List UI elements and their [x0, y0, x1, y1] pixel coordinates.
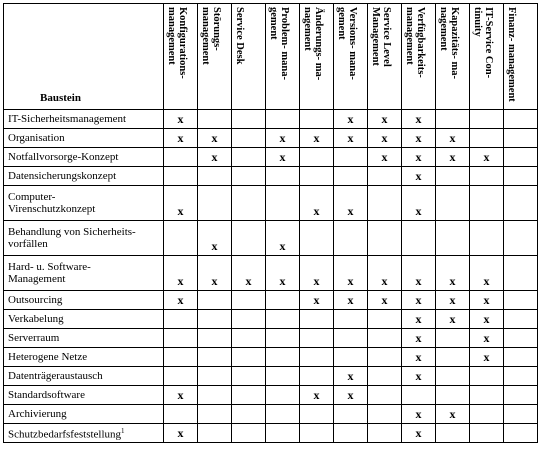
- matrix-cell: x: [198, 148, 232, 167]
- matrix-cell: x: [436, 148, 470, 167]
- matrix-cell: x: [334, 291, 368, 310]
- matrix-cell: [198, 424, 232, 443]
- matrix-cell: x: [164, 256, 198, 291]
- matrix-cell: x: [368, 110, 402, 129]
- matrix-cell: x: [368, 291, 402, 310]
- matrix-cell: [232, 186, 266, 221]
- baustein-label: Verkabelung: [8, 313, 64, 325]
- baustein-name: [4, 405, 164, 424]
- matrix-cell: [368, 424, 402, 443]
- column-header-label: Versions- mana- gement: [336, 7, 358, 80]
- matrix-cell: x: [334, 256, 368, 291]
- matrix-cell: [232, 129, 266, 148]
- matrix-cell: x: [470, 348, 504, 367]
- matrix-cell: x: [368, 129, 402, 148]
- matrix-cell: [300, 424, 334, 443]
- header-row: [4, 4, 538, 110]
- baustein-name: [4, 167, 164, 186]
- baustein-header: Baustein: [4, 4, 164, 110]
- matrix-cell: x: [402, 405, 436, 424]
- column-header-service-desk: [232, 4, 266, 110]
- matrix-cell: [164, 348, 198, 367]
- matrix-cell: x: [470, 256, 504, 291]
- table-row: [4, 148, 538, 167]
- matrix-cell: x: [164, 129, 198, 148]
- matrix-cell: [334, 310, 368, 329]
- baustein-label: Schutzbedarfsfeststellung: [8, 428, 122, 441]
- matrix-cell: [470, 386, 504, 405]
- matrix-cell: x: [402, 348, 436, 367]
- matrix-cell: [198, 348, 232, 367]
- matrix-cell: [436, 110, 470, 129]
- matrix-cell: x: [470, 310, 504, 329]
- matrix-cell: x: [436, 405, 470, 424]
- matrix-cell: [300, 348, 334, 367]
- matrix-cell: x: [266, 129, 300, 148]
- matrix-cell: [470, 405, 504, 424]
- matrix-cell: [470, 367, 504, 386]
- matrix-cell: x: [436, 256, 470, 291]
- baustein-name: [4, 291, 164, 310]
- baustein-name: [4, 110, 164, 129]
- table-row: [4, 367, 538, 386]
- matrix-cell: [334, 221, 368, 256]
- matrix-cell: [436, 348, 470, 367]
- matrix-cell: [334, 348, 368, 367]
- matrix-cell: [368, 167, 402, 186]
- table-row: [4, 167, 538, 186]
- matrix-cell: x: [334, 186, 368, 221]
- matrix-cell: x: [402, 110, 436, 129]
- matrix-cell: x: [198, 221, 232, 256]
- matrix-cell: [504, 110, 538, 129]
- matrix-cell: [266, 186, 300, 221]
- footnote-marker: 1: [121, 427, 125, 436]
- matrix-cell: x: [164, 424, 198, 443]
- matrix-cell: x: [436, 291, 470, 310]
- matrix-cell: [368, 221, 402, 256]
- matrix-cell: [334, 329, 368, 348]
- column-header-label: Kapazitäts- ma- nagement: [438, 7, 460, 80]
- baustein-name: [4, 348, 164, 367]
- matrix-cell: x: [300, 386, 334, 405]
- column-header-stoerungsmanagement: [198, 4, 232, 110]
- matrix-cell: [232, 110, 266, 129]
- matrix-cell: [334, 167, 368, 186]
- matrix-cell: x: [164, 291, 198, 310]
- matrix-cell: x: [402, 329, 436, 348]
- matrix-cell: x: [402, 256, 436, 291]
- table-row: [4, 291, 538, 310]
- matrix-cell: [198, 110, 232, 129]
- baustein-name: [4, 310, 164, 329]
- baustein-label: Computer- Virenschutzkonzept: [8, 191, 96, 215]
- matrix-cell: [300, 110, 334, 129]
- table-row: [4, 348, 538, 367]
- baustein-label: Archivierung: [8, 408, 67, 420]
- matrix-cell: [300, 221, 334, 256]
- matrix-cell: x: [232, 256, 266, 291]
- baustein-label: Organisation: [8, 132, 65, 144]
- matrix-cell: [504, 167, 538, 186]
- baustein-name: [4, 129, 164, 148]
- matrix-cell: [232, 148, 266, 167]
- matrix-cell: [470, 110, 504, 129]
- matrix-cell: [368, 348, 402, 367]
- matrix-cell: [232, 221, 266, 256]
- column-header-label: Service Level Management: [370, 7, 392, 67]
- matrix-cell: [164, 310, 198, 329]
- matrix-cell: [504, 348, 538, 367]
- matrix-cell: [334, 405, 368, 424]
- matrix-cell: [436, 424, 470, 443]
- table-row: [4, 110, 538, 129]
- matrix-cell: [164, 167, 198, 186]
- matrix-cell: [198, 291, 232, 310]
- matrix-cell: [266, 310, 300, 329]
- baustein-label: Standardsoftware: [8, 389, 85, 401]
- matrix-cell: [164, 367, 198, 386]
- table-row: [4, 221, 538, 256]
- matrix-cell: [232, 310, 266, 329]
- table-row: [4, 386, 538, 405]
- baustein-label: IT-Sicherheitsmanagement: [8, 113, 127, 125]
- column-header-label: Finanz- management: [506, 7, 517, 102]
- matrix-cell: [198, 310, 232, 329]
- matrix-cell: [266, 386, 300, 405]
- matrix-cell: [266, 291, 300, 310]
- matrix-cell: [164, 405, 198, 424]
- column-header-konfigurationsmanagement: [164, 4, 198, 110]
- matrix-cell: [232, 291, 266, 310]
- table-row: [4, 256, 538, 291]
- matrix-cell: [436, 167, 470, 186]
- matrix-cell: [300, 310, 334, 329]
- matrix-cell: [232, 405, 266, 424]
- matrix-cell: [232, 367, 266, 386]
- column-header-label: Konfigurations- management: [166, 7, 188, 79]
- matrix-cell: x: [266, 221, 300, 256]
- matrix-cell: [368, 386, 402, 405]
- baustein-label: Notfallvorsorge-Konzept: [8, 151, 119, 163]
- baustein-name: [4, 148, 164, 167]
- matrix-cell: [232, 329, 266, 348]
- matrix-cell: x: [368, 256, 402, 291]
- table-row: [4, 129, 538, 148]
- table-row: [4, 405, 538, 424]
- matrix-cell: [300, 367, 334, 386]
- matrix-cell: x: [300, 129, 334, 148]
- column-header-label: Problem- mana- gement: [268, 7, 290, 81]
- baustein-label: Serverraum: [8, 332, 60, 344]
- matrix-cell: [266, 110, 300, 129]
- matrix-cell: [266, 367, 300, 386]
- matrix-cell: x: [198, 129, 232, 148]
- matrix-cell: [198, 367, 232, 386]
- matrix-cell: [470, 186, 504, 221]
- matrix-cell: x: [436, 310, 470, 329]
- column-header-finanzmanagement: [504, 4, 538, 110]
- table-row: [4, 186, 538, 221]
- baustein-name: [4, 386, 164, 405]
- matrix-cell: [198, 405, 232, 424]
- column-header-label: Verfügbarkeits- management: [404, 7, 426, 78]
- column-header-kapazitaetsmanagement: [436, 4, 470, 110]
- matrix-cell: [232, 386, 266, 405]
- matrix-cell: [300, 148, 334, 167]
- matrix-cell: [402, 221, 436, 256]
- matrix-cell: [504, 291, 538, 310]
- baustein-label: Datensicherungskonzept: [8, 170, 117, 182]
- column-header-label: Störungs- management: [200, 7, 222, 65]
- column-header-service-level-management: [368, 4, 402, 110]
- column-header-aenderungsmanagement: [300, 4, 334, 110]
- matrix-cell: [300, 405, 334, 424]
- matrix-cell: x: [334, 386, 368, 405]
- table-row: [4, 310, 538, 329]
- matrix-cell: [436, 221, 470, 256]
- matrix-cell: [266, 167, 300, 186]
- matrix-cell: [232, 348, 266, 367]
- table-row: [4, 329, 538, 348]
- matrix-cell: x: [402, 291, 436, 310]
- matrix-cell: x: [402, 424, 436, 443]
- matrix-cell: [368, 367, 402, 386]
- table-row: [4, 424, 538, 443]
- matrix-cell: [368, 405, 402, 424]
- matrix-cell: x: [402, 310, 436, 329]
- matrix-cell: [470, 424, 504, 443]
- matrix-cell: [368, 310, 402, 329]
- matrix-cell: [164, 329, 198, 348]
- matrix-cell: x: [402, 186, 436, 221]
- matrix-cell: [266, 405, 300, 424]
- baustein-process-matrix: [3, 3, 538, 443]
- matrix-cell: x: [164, 110, 198, 129]
- matrix-cell: x: [470, 148, 504, 167]
- matrix-cell: [504, 186, 538, 221]
- column-header-label: Service Desk: [234, 7, 245, 65]
- matrix-cell: x: [266, 256, 300, 291]
- matrix-cell: [504, 310, 538, 329]
- matrix-cell: x: [436, 129, 470, 148]
- baustein-name: [4, 221, 164, 256]
- matrix-cell: [504, 424, 538, 443]
- matrix-cell: [436, 186, 470, 221]
- column-header-it-service-continuity: [470, 4, 504, 110]
- matrix-cell: [470, 129, 504, 148]
- baustein-name: [4, 186, 164, 221]
- matrix-cell: [334, 424, 368, 443]
- matrix-cell: x: [470, 329, 504, 348]
- matrix-cell: [368, 329, 402, 348]
- matrix-cell: x: [334, 110, 368, 129]
- matrix-cell: [504, 221, 538, 256]
- matrix-cell: [504, 129, 538, 148]
- matrix-cell: [266, 424, 300, 443]
- matrix-cell: [504, 405, 538, 424]
- matrix-cell: [504, 386, 538, 405]
- matrix-cell: [504, 329, 538, 348]
- matrix-cell: x: [368, 148, 402, 167]
- matrix-cell: x: [300, 291, 334, 310]
- matrix-cell: [198, 186, 232, 221]
- matrix-cell: [436, 386, 470, 405]
- matrix-cell: [232, 167, 266, 186]
- column-header-versionsmanagement: [334, 4, 368, 110]
- matrix-cell: x: [402, 129, 436, 148]
- matrix-cell: [504, 148, 538, 167]
- matrix-cell: x: [164, 186, 198, 221]
- matrix-cell: [198, 167, 232, 186]
- matrix-cell: x: [402, 167, 436, 186]
- baustein-label: Hard- u. Software- Management: [8, 261, 91, 285]
- matrix-cell: [232, 424, 266, 443]
- matrix-cell: [504, 367, 538, 386]
- baustein-label: Outsourcing: [8, 294, 63, 306]
- matrix-cell: [266, 348, 300, 367]
- matrix-cell: x: [334, 367, 368, 386]
- matrix-cell: [436, 367, 470, 386]
- column-header-verfuegbarkeitsmanagement: [402, 4, 436, 110]
- matrix-cell: x: [402, 367, 436, 386]
- baustein-name: [4, 424, 164, 443]
- baustein-label: Heterogene Netze: [8, 351, 88, 363]
- matrix-cell: [470, 221, 504, 256]
- matrix-cell: [368, 186, 402, 221]
- matrix-cell: [334, 148, 368, 167]
- matrix-cell: [164, 148, 198, 167]
- matrix-cell: [300, 329, 334, 348]
- baustein-label: Behandlung von Sicherheits- vorfällen: [8, 226, 136, 250]
- matrix-cell: [266, 329, 300, 348]
- column-header-label: Änderungs- ma- nagement: [302, 7, 324, 81]
- matrix-cell: x: [164, 386, 198, 405]
- column-header-problemmanagement: [266, 4, 300, 110]
- matrix-cell: x: [402, 148, 436, 167]
- matrix-cell: x: [470, 291, 504, 310]
- baustein-label: Datenträgeraustausch: [8, 370, 103, 382]
- matrix-cell: [402, 386, 436, 405]
- matrix-cell: [300, 167, 334, 186]
- matrix-cell: [164, 221, 198, 256]
- matrix-cell: x: [266, 148, 300, 167]
- column-header-label: IT-Service Con- tinuity: [472, 7, 494, 79]
- matrix-cell: x: [198, 256, 232, 291]
- matrix-cell: [198, 386, 232, 405]
- matrix-body: [4, 110, 538, 443]
- matrix-cell: [198, 329, 232, 348]
- baustein-name: [4, 329, 164, 348]
- baustein-name: [4, 256, 164, 291]
- matrix-cell: [436, 329, 470, 348]
- matrix-cell: [470, 167, 504, 186]
- matrix-cell: x: [300, 256, 334, 291]
- matrix-cell: x: [300, 186, 334, 221]
- matrix-cell: x: [334, 129, 368, 148]
- baustein-name: [4, 367, 164, 386]
- matrix-cell: [504, 256, 538, 291]
